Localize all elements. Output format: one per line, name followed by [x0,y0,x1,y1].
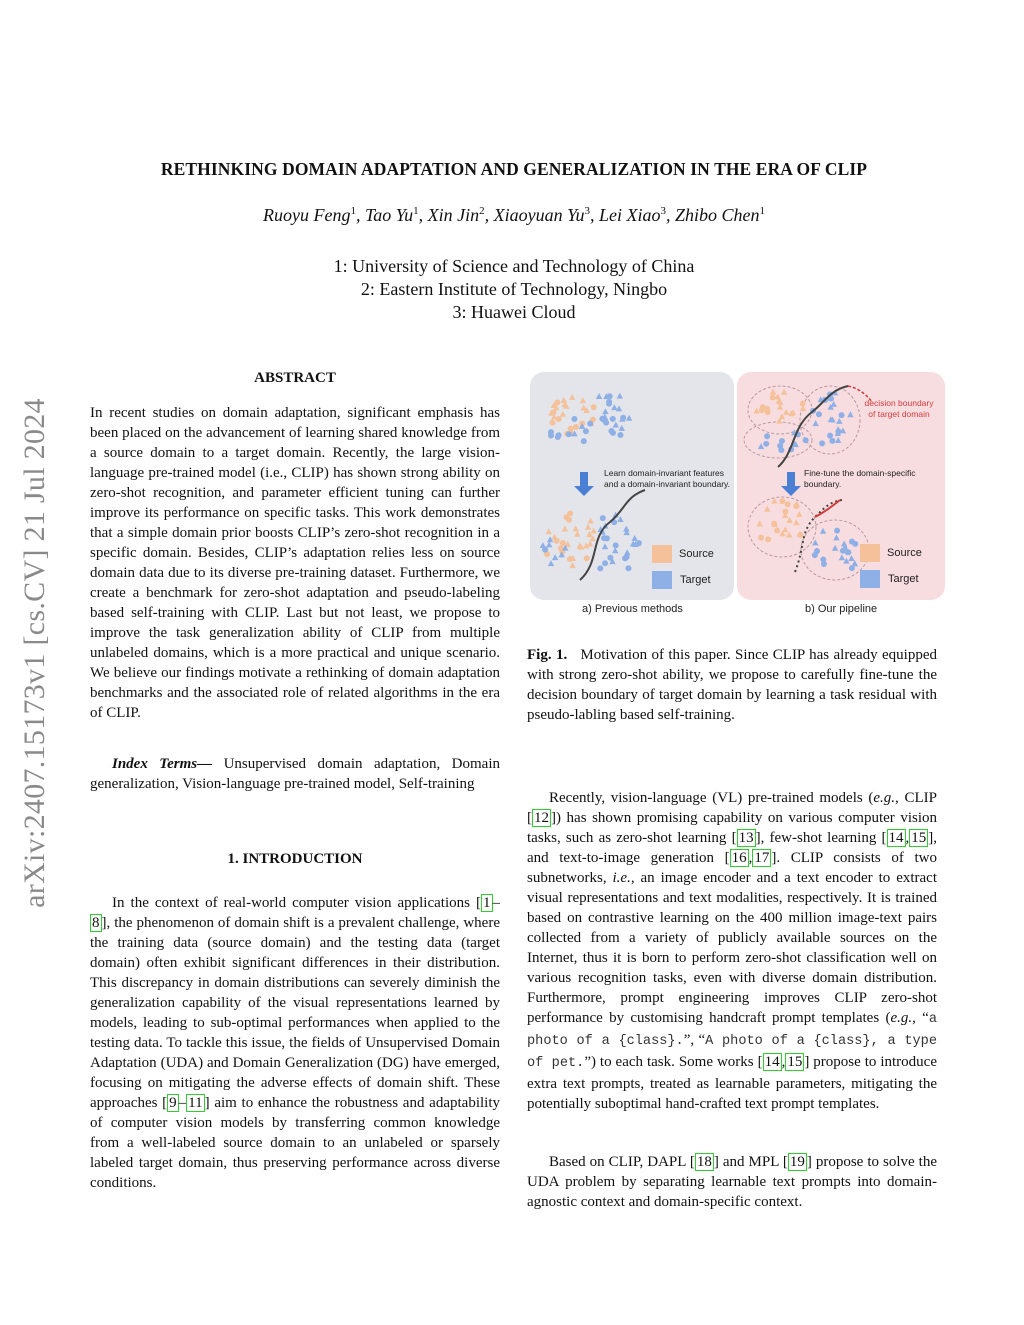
circle-marker [778,447,784,453]
triangle-marker [783,409,789,415]
abstract-text: In recent studies on domain adaptation, significant emphasis has been placed on the advancement of learning shared knowledge from a source domain to a target domain. Recently, the large vision-language pre-trained model (i.e., CLIP) has shown strong ability on zero-shot recognition, and parameter efficient tuning can further improve its performance on specific tasks. This work demonstrates that a simple domain prior boosts CLIP’s zero-shot recognition in a specific domain. Besides, CLIP’s adaptation relies less on source domain data due to its diverse pre-training dataset. Furthermore, we create a benchmark for zero-shot adaptation and pseudo-labeling based self-training with CLIP. Last but not least, we propose to improve the task generalization ability of CLIP from multiple unlabeled domains, which is a more practical and unique scenario. We believe our findings motivate a rethinking of domain adaptation benchmarks and the associated role of related algorithms in the era of CLIP. [90,405,500,721]
circle-marker [617,432,623,438]
figure-caption: Fig. 1. Motivation of this paper. Since CLIP has already equipped with strong zero-shot ability, we propose to carefully fine-tune the decision boundary of target domain by learning a task residual with pseudo-labling based self-training. [527,647,938,723]
subcaption-ours: b) Our pipeline [805,603,878,615]
circle-marker [800,401,806,407]
legend-source-label: Source [887,547,922,559]
target-boundary-line [815,500,840,517]
triangle-marker [561,397,567,403]
triangle-marker [851,560,857,566]
author: Xin Jin [427,205,480,225]
circle-marker [603,420,609,426]
circle-marker [760,404,766,410]
circle-marker [839,412,845,418]
circle-marker [607,555,613,561]
triangle-marker [833,534,839,540]
circle-marker [774,528,780,534]
author: Xiaoyuan Yu [493,205,585,225]
circle-marker [622,555,628,561]
citation-link[interactable]: 1 [483,895,491,911]
circle-marker [620,415,626,421]
circle-marker [563,514,569,520]
circle-marker [829,438,835,444]
prompt-template: A photo of a {class}, a type of pet. [527,1034,937,1071]
circle-marker [600,515,606,521]
triangle-marker [546,528,552,534]
legend-target-label: Target [888,573,919,585]
author-list: Ruoyu Feng$^1$, Tao Yu$^1$, Xin Jin$^2$, Xiaoyuan Yu$^3$, Lei Xiao$^3$, Zhibo Chen$^1$ [262,205,766,225]
citation-link[interactable]: 11 [188,1095,203,1111]
circle-marker [549,420,555,426]
triangle-marker [832,545,838,551]
circle-marker [827,433,833,439]
abstract-heading: ABSTRACT [254,370,336,386]
circle-marker [803,437,809,443]
circle-marker [542,547,548,553]
triangle-marker [616,405,622,411]
legend-source-swatch [860,544,880,562]
triangle-marker [619,425,625,431]
author: Tao Yu [364,205,414,225]
triangle-marker [793,519,799,525]
intro-paragraph-3: Based on CLIP, DAPL [ 18 ] and MPL [ 19 ] propose to solve the UDA problem by separating learnable text prompts into domain-agnostic context and domain-specific context. [527,1154,938,1210]
circle-marker [764,433,770,439]
triangle-marker [590,528,596,534]
circle-marker [765,536,771,542]
legend-source-label: Source [679,548,714,560]
author: Ruoyu Feng [262,205,351,225]
triangle-marker [835,437,841,443]
affiliation: 3: Huawei Cloud [452,302,576,322]
circle-marker [779,438,785,444]
triangle-marker [548,560,554,566]
legend-target-swatch [860,570,880,588]
triangle-marker [632,535,638,541]
circle-marker [608,428,614,434]
left-arrow-text: Learn domain-invariant features and a domain-invariant boundary. [604,468,731,489]
circle-marker [573,424,579,430]
circle-marker [785,501,791,507]
decision-boundary-label: decision boundary of target domain [864,398,934,419]
triangle-marker [624,549,630,555]
right-arrow-text: Fine-tune the domain-specific boundary. [804,468,916,489]
triangle-marker [836,418,842,424]
circle-marker [779,498,785,504]
triangle-marker [839,554,845,560]
triangle-marker [596,393,602,399]
circle-marker [554,399,560,405]
circle-marker [758,535,764,541]
citation-link[interactable]: 12 [534,810,549,826]
affiliations [90,255,938,324]
triangle-marker [569,394,575,400]
circle-marker [587,421,593,427]
triangle-marker [812,539,818,545]
circle-marker [597,565,603,571]
triangle-marker [786,531,792,537]
decision-boundary-line [778,386,848,467]
circle-marker [770,395,776,401]
triangle-marker [587,517,593,523]
triangle-marker [552,554,558,560]
index-terms: Index Terms— Unsupervised domain adaptation, Domain generalization, Vision-language pre-trained model, Self-training [90,756,500,792]
prompt-template: a photo of a {class}. [527,1012,937,1049]
circle-marker [591,404,597,410]
circle-marker [550,409,556,415]
triangle-marker [560,411,566,417]
triangle-marker [820,528,826,534]
citation-link[interactable]: 18 [696,1154,712,1170]
circle-marker [584,555,590,561]
subcaption-previous: a) Previous methods [582,603,683,615]
triangle-marker [611,404,617,410]
triangle-marker [602,408,608,414]
triangle-marker [573,525,579,531]
triangle-marker [848,555,854,561]
circle-marker [606,399,612,405]
circle-marker [548,433,554,439]
triangle-marker [587,540,593,546]
citation-link[interactable]: 15 [911,830,927,846]
intro-paragraph-1: In the context of real-world computer vision applications [ 1 –8 ], the phenomenon of domain shift is a prevalent challenge, where the training data (source domain) and the testing data (target domain) often exhibit significant differences in their distribution. This discrepancy in domain distributions can severely diminish the generalization capability of the visual representations learned by models, leading to sub-optimal performances when applied to the testing data. To tackle this issue, the fields of Unsupervised Domain Adaptation (UDA) and Domain Generalization (DG) have emerged, focusing on mitigating the adverse effects of domain shift. These approaches [ 9 – 11 ] aim to enhance the robustness and adaptability of computer vision models by transferring common knowledge from a well-labeled source domain to an unlabeled or sparsely labeled target domain, thus preserving performance across diverse conditions. [90,895,500,1191]
triangle-marker [796,511,802,517]
citation-link[interactable]: 16 [731,850,747,866]
circle-marker [613,542,619,548]
circle-marker [625,565,631,571]
circle-marker [763,441,769,447]
triangle-marker [574,531,580,537]
triangle-marker [757,520,763,526]
triangle-marker [617,393,623,399]
triangle-marker [626,415,632,421]
cluster-outline [748,497,816,557]
citation-link[interactable]: 14 [764,1054,780,1070]
triangle-marker [580,397,586,403]
citation-link[interactable]: 19 [789,1154,805,1170]
citation-link[interactable]: 13 [738,830,754,846]
circle-marker [555,434,561,440]
index-terms-label: Index Terms— [112,756,213,772]
triangle-marker [847,411,853,417]
circle-marker [636,540,642,546]
circle-marker [602,560,608,566]
circle-marker [845,549,851,555]
circle-marker [610,416,616,422]
down-arrow-icon [787,472,795,486]
affiliation: 1: University of Science and Technology of China [333,256,695,276]
triangle-marker [753,408,759,414]
citation-link[interactable]: 17 [754,850,770,866]
triangle-marker [770,388,776,394]
triangle-marker [580,405,586,411]
circle-marker [852,541,858,547]
affiliation: 2: Eastern Institute of Technology, Ningbo [360,279,668,299]
triangle-marker [569,562,575,568]
circle-marker [793,503,799,509]
circle-marker [797,532,803,538]
down-arrow-icon [781,486,801,496]
intro-paragraph-2: Recently, vision-language (VL) pre-trained models (e.g., CLIP [ 12 ]) has shown promising capability on various computer vision tasks, such as zero-shot learning [ 13 ], few-shot learning [ 14 , 15 ], and text-to-image generation [ 16 , 17 ]. CLIP consists of two subnetworks, i.e., an image encoder and a text encoder to extract visual representations and text modalities, respectively. It is trained based on contrastive learning on the 400 million image-text pairs collected from a variety of publicly available sources on the Internet, thus it is born to perform zero-shot classification well on various recognition tasks, even with diverse domain distribution. Furthermore, prompt engineering improves CLIP zero-shot performance by customising handcraft prompt templates (e.g., “a photo of a {class}.”, “A photo of a {class}, a type of pet.”) to each task. Some works [ 14 , 15 ] propose to introduce extra text prompts, treated as learnable parameters, mitigating the potentially suboptimal hand-crafted text prompt templates. [527,790,937,1112]
circle-marker [814,548,820,554]
triangle-marker [764,506,770,512]
citation-link[interactable]: 15 [787,1054,803,1070]
arxiv-identifier: arXiv:2407.15173v1 [cs.CV] 21 Jul 2024 [18,397,52,908]
triangle-marker [546,541,552,547]
author: Lei Xiao [599,205,661,225]
circle-marker [554,538,560,544]
intro-heading: 1. INTRODUCTION [227,851,363,867]
triangle-marker [781,389,787,395]
circle-marker [566,431,572,437]
citation-link[interactable]: 8 [92,915,100,931]
down-arrow-icon [574,486,594,496]
circle-marker [834,528,840,534]
figure-label: Fig. 1 [527,647,564,663]
down-arrow-icon [580,472,588,486]
triangle-marker [782,526,788,532]
circle-marker [583,428,589,434]
circle-marker [601,535,607,541]
triangle-marker [613,421,619,427]
citation-link[interactable]: 9 [169,1095,177,1111]
legend-target-label: Target [680,574,711,586]
circle-marker [821,561,827,567]
circle-marker [819,440,825,446]
triangle-marker [562,525,568,531]
triangle-marker [585,524,591,530]
legend-source-swatch [652,545,672,563]
circle-marker [560,540,566,546]
triangle-marker [812,420,818,426]
figure-1 [530,372,946,622]
citation-link[interactable]: 14 [888,830,904,846]
triangle-marker [602,543,608,549]
circle-marker [571,416,577,422]
circle-marker [581,438,587,444]
paper-title: RETHINKING DOMAIN ADAPTATION AND GENERALIZATION IN THE ERA OF CLIP [160,159,868,179]
circle-marker [816,411,822,417]
legend-target-swatch [652,571,672,589]
author: Zhibo Chen [675,205,760,225]
